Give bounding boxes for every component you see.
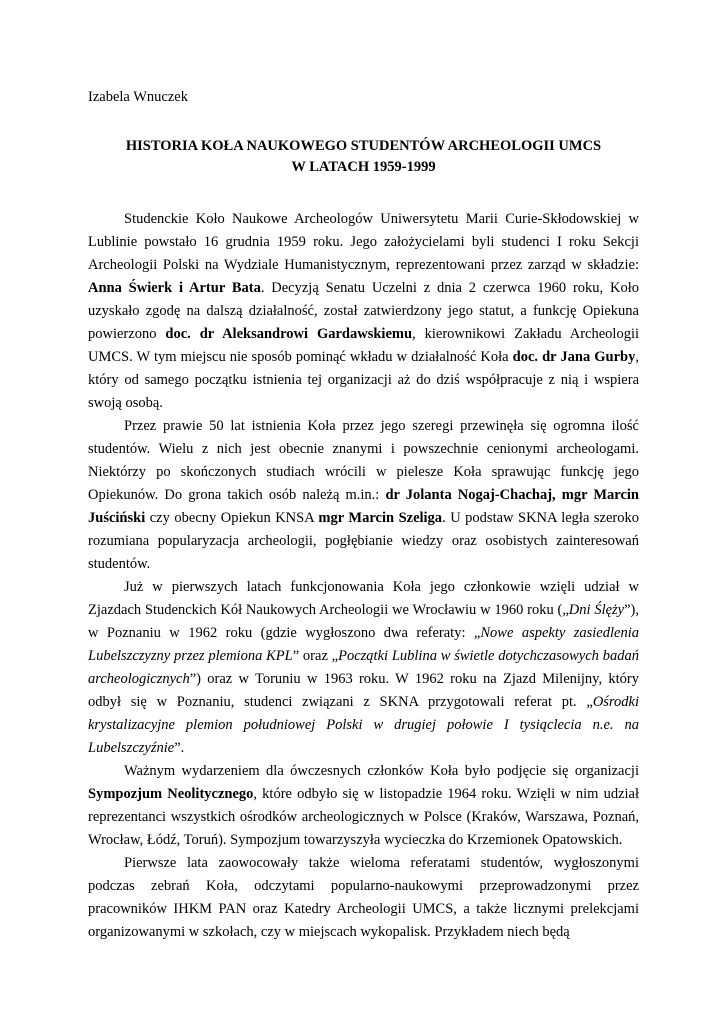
text-run: . Decyzją Senatu Uczelni z dnia 2 czerwca 1960 roku, Koło uzyskało zgodę na dalszą działalność, został zatwierdzony jego statut, a funkcję Opiekuna powierzono [88, 280, 639, 342]
text-run: czy obecny Opiekun KNSA [145, 510, 319, 526]
text-run: , który od samego początku istnienia tej organizacji aż do dziś współpracuje z nią i wspiera swoją osobą. [88, 349, 639, 411]
contributor-name: doc. dr Jana Gurby [512, 349, 636, 365]
paragraph-members [88, 415, 639, 576]
paragraph-founding [88, 208, 639, 415]
text-run: , które odbyło się w listopadzie 1964 roku. Wzięli w nim udział reprezentanci wszystkich ośrodków archeologicznych w Polsce (Kraków, Warszawa, Poznań, Wrocław, Łódź, Toruń). Sympozjum towarzyszyła wycieczka do Krzemionek Opatowskich. [88, 786, 640, 848]
text-run: Przez prawie 50 lat istnienia Koła przez jego szeregi przewinęła się ogromna ilość studentów. Wielu z nich jest obecnie znanymi i powszechnie cenionymi archeologami. Niektórzy po skończonych studiach wrócili w pielesze Koła sprawując funkcję jego Opiekunów. Do grona takich osób należą m.in.: [88, 418, 639, 503]
text-run: ” oraz „ [292, 648, 339, 664]
paper-title: Nowe aspekty zasiedlenia Lubelszczyzny przez plemiona KPL [88, 625, 639, 664]
founders-names: Anna Świerk i Artur Bata [88, 280, 261, 296]
text-run: ”) oraz w Toruniu w 1963 roku. W 1962 roku na Zjazd Milenijny, który odbył się w Poznaniu, studenci związani z SKNA przygotowali referat pt. „ [88, 671, 639, 710]
paragraph-symposium [88, 760, 639, 852]
event-title: Dni Ślęży [568, 602, 625, 618]
first-supervisor-name: doc. dr Aleksandrowi Gardawskiemu [165, 326, 413, 342]
text-run: Już w pierwszych latach funkcjonowania Koła jego członkowie wzięli udział w Zjazdach Studenckich Kół Naukowych Archeologii we Wrocławiu w 1960 roku („ [88, 579, 639, 618]
current-supervisor-name: mgr Marcin Szeliga [318, 510, 443, 526]
former-supervisors-names: dr Jolanta Nogaj-Chachaj, mgr Marcin Juściński [88, 487, 639, 526]
document-title [88, 136, 639, 178]
title-line-1: HISTORIA KOŁA NAUKOWEGO STUDENTÓW ARCHEOLOGII UMCS [125, 138, 602, 154]
title-line-2: W LATACH 1959-1999 [291, 159, 436, 175]
text-run: ”. [174, 740, 185, 756]
document-page [88, 87, 639, 944]
author-name: Izabela Wnuczek [88, 89, 188, 105]
text-run: Studenckie Koło Naukowe Archeologów Uniwersytetu Marii Curie-Skłodowskiej w Lublinie powstało 16 grudnia 1959 roku. Jego założycielami byli studenci I roku Sekcji Archeologii Polski na Wydziale Humanistycznym, reprezentowani przez zarząd w składzie: [88, 211, 639, 273]
paragraph-congresses [88, 576, 639, 760]
text-run: Pierwsze lata zaowocowały także wieloma referatami studentów, wygłoszonymi podczas zebrań Koła, odczytami popularno-naukowymi przeprowadzonymi przez pracowników IHKM PAN oraz Katedry Archeologii UMCS, a także licznymi prelekcjami organizowanymi w szkołach, czy w miejscach wykopalisk. Przykładem niech będą [88, 855, 639, 940]
symposium-name: Sympozjum Neolitycznego [88, 786, 254, 802]
paper-title: Początki Lublina w świetle dotychczasowych badań archeologicznych [88, 648, 639, 687]
text-run: Ważnym wydarzeniem dla ówczesnych członków Koła było podjęcie się organizacji [124, 763, 639, 779]
text-run: , kierownikowi Zakładu Archeologii UMCS. W tym miejscu nie sposób pominąć wkładu w działalność Koła [88, 326, 639, 365]
text-run: . U podstaw SKNA legła szeroko rozumiana popularyzacja archeologii, pogłębianie wiedzy oraz osobistych zainteresowań studentów. [88, 510, 639, 572]
paragraph-early-years [88, 852, 639, 944]
text-run: ”), w Poznaniu w 1962 roku (gdzie wygłoszono dwa referaty: „ [88, 602, 640, 641]
paper-title: Ośrodki krystalizacyjne plemion południowej Polski w drugiej połowie I tysiąclecia n.e. na Lubelszczyźnie [88, 694, 639, 756]
